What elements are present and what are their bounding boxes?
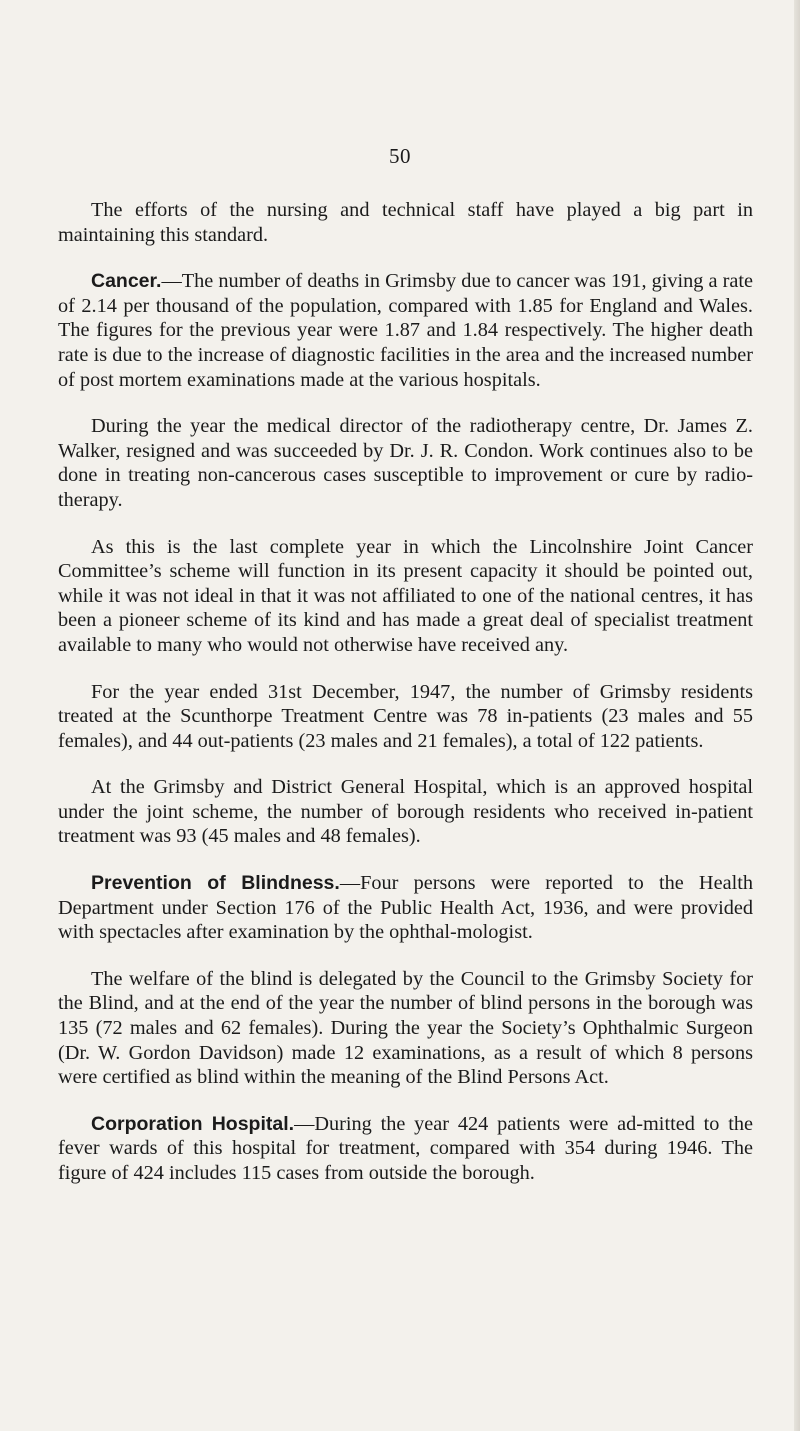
paragraph-text: The welfare of the blind is delegated by the Council to the Grimsby Society for the Blind, and at the end of the year the number of blind persons in the borough was 135 (72 males and 62 females). During the year the Society’s Ophthalmic Surgeon (Dr. W. Gordon Davidson) made 12 examinations, as a result of which 8 persons were certified as blind within the meaning of the Blind Persons Act. [58, 967, 753, 1089]
paragraph-text: At the Grimsby and District General Hospital, which is an approved hospital under the joint scheme, the number of borough residents who received in-patient treatment was 93 (45 males and 48 females). [58, 776, 753, 848]
paragraph-text: The efforts of the nursing and technical staff have played a big part in maintaining this standard. [58, 199, 753, 246]
paragraph-text: —Four persons were reported to the Health Department under Section 176 of the Public Health Act, 1936, and were provided with spectacles after examination by the ophthal-mologist. [58, 872, 753, 944]
paragraph-general-hospital [58, 775, 753, 849]
section-heading-prevention-of-blindness: Prevention of Blindness. [91, 872, 340, 895]
page-edge-shadow [794, 0, 800, 1431]
paragraph-nursing-staff [58, 198, 753, 247]
paragraph-prevention-of-blindness [58, 871, 753, 945]
paragraph-text: —During the year 424 patients were ad-mitted to the fever wards of this hospital for treatment, compared with 354 during 1946. The figure of 424 includes 115 cases from outside the borough. [58, 1112, 753, 1184]
paragraph-lincolnshire-scheme [58, 535, 753, 658]
paragraph-cancer [58, 269, 753, 392]
paragraph-radiotherapy [58, 414, 753, 512]
paragraph-text: —The number of deaths in Grimsby due to cancer was 191, giving a rate of 2.14 per thousand of the population, compared with 1.85 for England and Wales. The figures for the previous year were 1.87 and 1.84 respectively. The higher death rate is due to the increase of diagnostic facilities in the area and the increased number of post mortem examinations made at the various hospitals. [58, 270, 753, 391]
paragraph-text: During the year the medical director of the radiotherapy centre, Dr. James Z. Walker, resigned and was succeeded by Dr. J. R. Condon. Work continues also to be done in treating non-cancerous cases susceptible to improvement or cure by radio-therapy. [58, 415, 753, 511]
page-number: 50 [389, 144, 411, 168]
paragraph-corporation-hospital [58, 1112, 753, 1186]
paragraph-scunthorpe-centre [58, 680, 753, 754]
paragraph-text: As this is the last complete year in which the Lincolnshire Joint Cancer Committee’s scheme will function in its present capacity it should be pointed out, while it was not ideal in that it was not affiliated to one of the national centres, it has been a pioneer scheme of its kind and has made a great deal of specialist treatment available to many who would not otherwise have received any. [58, 535, 753, 656]
paragraph-text: For the year ended 31st December, 1947, the number of Grimsby residents treated at the Scunthorpe Treatment Centre was 78 in-patients (23 males and 55 females), and 44 out-patients (23 males and 21 females), a total of 122 patients. [58, 680, 753, 752]
section-heading-corporation-hospital: Corporation Hospital. [91, 1112, 295, 1135]
section-heading-cancer: Cancer. [91, 270, 162, 293]
document-body [58, 198, 753, 1186]
paragraph-welfare-of-blind [58, 967, 753, 1090]
